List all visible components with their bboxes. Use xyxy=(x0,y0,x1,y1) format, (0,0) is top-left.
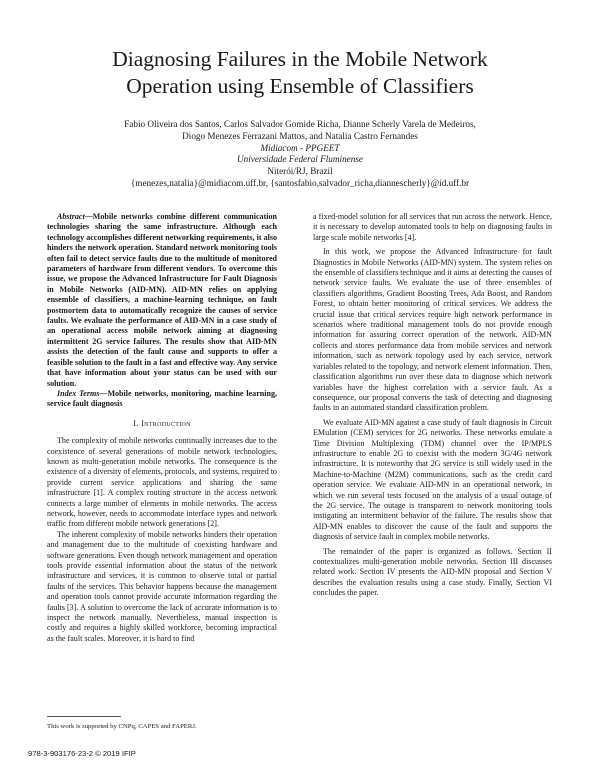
intro-paragraph-1: The complexity of mobile networks continually increases due to the coexistence of several generations of mobile network technologies, known as multi-generation mobile networks. The consequence is the existence of a diversity of elements, protocols, and systems, required to provide current service applications and sharing the same infrastructure [1]. A complex routing structure in the access network connects a large number of elements in mobile networks. The access network, however, needs to accommodate interface types and network traffic from different mobile network generations [2]. xyxy=(47,436,277,529)
affiliation-university: Universidade Federal Fluminense xyxy=(236,154,364,165)
section-title: Introduction xyxy=(141,418,191,428)
author-emails: {menezes,natalia}@midiacom.uff.br, {santosfabio,salvador_richa,diannescherly}@id.uff.br xyxy=(130,177,470,188)
footnote-rule xyxy=(47,716,121,717)
abstract-text: —Mobile networks combine different communication technologies sharing the same infrastructure. Although each technology accomplishes different networking requirements, it also hinders the network operation. Standard network monitoring tools often fail to detect service faults due to the multitude of monitored parameters of hardware from different vendors. To overcome this issue, we propose the Advanced Infrastructure for Fault Diagnosis in Mobile Networks (AID-MN). AID-MN relies on applying ensemble of classifiers, a machine-learning technique, on fault postmortem data to automatically recognize the causes of service faults. We evaluate the performance of AID-MN in a case study of an operational access mobile network aiming at diagnosing intermittent 2G service failures. The results show that AID-MN assists the detection of the fault cause and supports to offer a feasible solution to the fault in a fast and effective way. Any service that have information about your status can be used with our solution. xyxy=(47,212,277,388)
affiliation-lab: Midiacom - PPGEET xyxy=(260,142,340,153)
author-names-line-2: Diogo Menezes Ferrazani Mattos, and Natalia Castro Fernandes xyxy=(182,130,418,141)
intro-paragraph-3: In this work, we propose the Advanced Infrastructure for fault Diagnostics in Mobile Networks (AID-MN) system. The system relies on the ensemble of classifiers technique and it aims at detecting the causes of network service faults. We evaluate the use of three ensembles of classifiers algorithms, Gradient Boosting Trees, Ada Boost, and Random Forest, to obtain better monitoring of critical services. We address the crucial issue that critical services require high network performance in scenarios where traditional management tools do not provide enough information for assuring correct operation of the network. AID-MN collects and stores performance data from mobile services and network information, such as network topology used by each service, network variables related to the topology, and network element information. Then, classification algorithms run over these data to diagnose which network variables have the highest correlation with a service fault. As a consequence, our proposal converts the task of detecting and diagnosing faults in an automated standard classification problem. xyxy=(313,247,552,413)
abstract-label: Abstract xyxy=(57,212,85,221)
author-block xyxy=(60,119,540,190)
paper-title xyxy=(60,46,540,100)
funding-footnote: This work is supported by CNPq, CAPES and FAPERJ. xyxy=(47,723,197,730)
title-line-2: Operation using Ensemble of Classifiers xyxy=(126,74,474,98)
intro-paragraph-4: We evaluate AID-MN against a case study of fault diagnosis in Circuit EMulation (CEM) services for 2G networks. These networks emulate a Time Division Multiplexing (TDM) channel over the IP/MPLS infrastructure to enable 2G to coexist with the modern 3G/4G network infrastructure. It is noteworthy that 2G service is still widely used in the Machine-to-Machine (M2M) communications, such as the credit card operation service. We evaluate AID-MN in an operational network, in which we run several tests focused on the analysis of a usual outage of the 2G service. The outage is transparent to network monitoring tools instigating an intermittent behavior of the failure. The results show that AID-MN enables to discover the cause of the fault and supports the diagnosis of service fault in complex mobile networks. xyxy=(313,417,552,542)
intro-paragraph-continued: a fixed-model solution for all services that run across the network. Hence, it is necessary to develop automated tools to help on diagnosing faults in large scale mobile networks [4]. xyxy=(313,212,552,242)
index-terms-label: Index Terms xyxy=(57,388,100,398)
intro-paragraph-2: The inherent complexity of mobile networks hinders their operation and management due to the multitude of coexisting hardware and software generations. Even though network management and operation tools provide essential information about the status of the network infrastructure and services, it is common to observe total or partial faults of the services. This behavior happens because the management and operation tools cannot provide accurate information regarding the faults [3]. A solution to overcome the lack of accurate information is to inspect the network manually. Nevertheless, manual inspection is costly and requires a highly skilled workforce, becoming impractical as the fault scales. Moreover, it is hard to find xyxy=(47,529,277,643)
title-line-1: Diagnosing Failures in the Mobile Network xyxy=(112,47,488,71)
right-column xyxy=(313,212,552,599)
affiliation-location: Niterói/RJ, Brazil xyxy=(267,166,333,177)
abstract xyxy=(47,212,277,389)
left-column xyxy=(47,212,277,644)
intro-paragraph-5: The remainder of the paper is organized as follows. Section II contextualizes multi-generation mobile networks. Section III discusses related work. Section IV presents the AID-MN proposal and Section V describes the evaluation results using a case study. Finally, Section VI concludes the paper. xyxy=(313,546,552,598)
copyright-notice: 978-3-903176-23-2 © 2019 IFIP xyxy=(28,749,136,758)
author-names-line-1: Fabio Oliveira dos Santos, Carlos Salvador Gomide Richa, Dianne Scherly Varela de Medeiros, xyxy=(124,119,476,129)
section-numeral: I. xyxy=(133,418,142,428)
index-terms-text: —Mobile networks, monitoring, machine learning, service fault diagnosis xyxy=(47,388,277,409)
section-heading-introduction xyxy=(47,419,277,429)
index-terms xyxy=(47,389,277,410)
